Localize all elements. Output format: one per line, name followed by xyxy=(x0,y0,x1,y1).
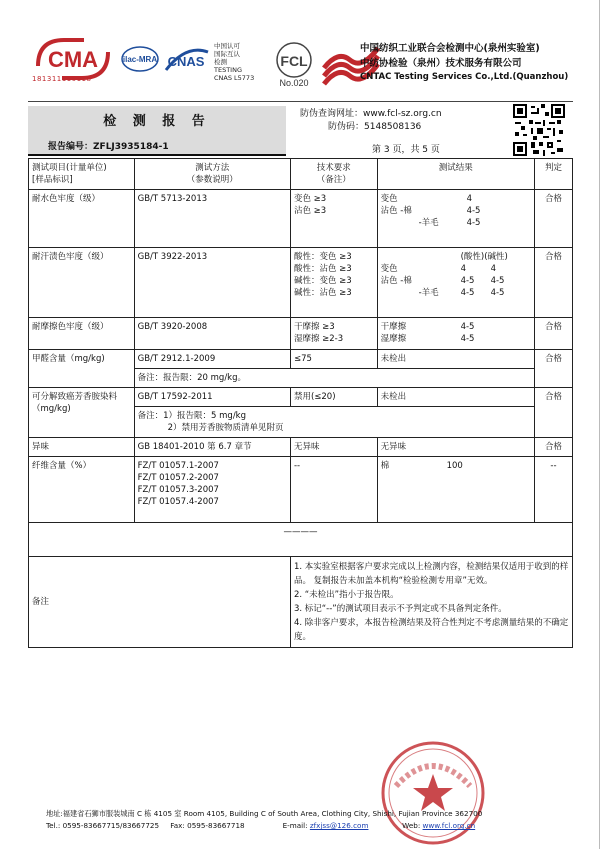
lab-name-cn-2: 中纺协检验（泉州）技术服务有限公司 xyxy=(360,58,522,69)
table-header-row xyxy=(29,159,573,190)
lab-name-en: CNTAC Testing Services Co.,Ltd.(Quanzhou) xyxy=(360,72,569,82)
report-title-box xyxy=(28,106,286,156)
table-row: 纤维含量（%） FZ/T 01057.1-2007 FZ/T 01057.2-2007 FZ/T 01057.3-2007 FZ/T 01057.4-2007 -- 棉 100 -- xyxy=(29,457,573,523)
header-result: 测试结果 xyxy=(377,159,534,190)
table-row-note: 备注：1）报告限：5 mg/kg 2）禁用芳香胺物质清单见附页 xyxy=(29,407,573,438)
header-verdict: 判定 xyxy=(534,159,572,190)
letterhead xyxy=(28,30,573,98)
anti-fake-info: 防伪查询网址：www.fcl-sz.org.cn 防伪码：5148508136 xyxy=(300,109,442,132)
table-row: 耐水色牢度（级） GB/T 5713-2013 变色 ≥3 沾色 ≥3 变色 4 沾色 -棉 4-5 -羊毛 4-5 合格 xyxy=(29,190,573,248)
footer: 地址:福建省石狮市服装城南 C 栋 4105 室 Room 4105, Building C of South Area, Clothing City, Shishi, Fujian Province 362700 Tel.: 0595-83667715/83667725 Fax: 0595-83667718 E-mail: zfxjss@126.com Web: www.fcl.org.cn xyxy=(46,809,483,830)
fcl-logo xyxy=(273,40,315,88)
svg-text:FCL: FCL xyxy=(280,53,308,69)
table-row: 耐摩擦色牢度（级） GB/T 3920-2008 干摩擦 ≥3 湿摩擦 ≥2-3 干摩擦 4-5 湿摩擦 4-5 合格 xyxy=(29,318,573,350)
footer-web-link[interactable]: www.fcl.org.cn xyxy=(422,821,476,830)
ilac-mra-logo xyxy=(120,44,160,74)
table-end-row: ———— xyxy=(29,523,573,557)
anti-fake-site[interactable]: www.fcl-sz.org.cn xyxy=(363,109,442,119)
footer-fax: Fax: 0595-83667718 xyxy=(170,821,245,830)
svg-text:ilac-MRA: ilac-MRA xyxy=(122,55,158,64)
table-row: 可分解致癌芳香胺染料（mg/kg) GB/T 17592-2011 禁用(≤20) 未检出 合格 xyxy=(29,388,573,407)
svg-text:CMA: CMA xyxy=(47,47,99,72)
footer-email-link[interactable]: zfxjss@126.com xyxy=(309,821,369,830)
anti-fake-code: 5148508136 xyxy=(364,122,422,132)
report-number: 报告编号：ZFLJ3935184-1 xyxy=(48,142,169,152)
page-info: 第 3 页，共 5 页 xyxy=(372,145,440,155)
header-item: 测试项目(计量单位) [样品标识] xyxy=(29,159,135,190)
fcl-number: No.020 xyxy=(279,78,309,88)
table-row: 耐汗渍色牢度（级） GB/T 3922-2013 酸性：变色 ≥3 酸性：沾色 ≥3 碱性：变色 ≥3 碱性：沾色 ≥3 (酸性)(碱性) 变色 4 4 沾色 -棉 4-5 4-5 -羊毛 4-5 4-5 合格 xyxy=(29,248,573,318)
divider xyxy=(28,101,573,102)
lab-name-cn-1: 中国纺织工业联合会检测中心(泉州实验室) xyxy=(360,43,540,54)
footer-tel: Tel.: 0595-83667715/83667725 xyxy=(46,821,160,830)
cnas-logo xyxy=(160,42,212,78)
svg-text:CNAS: CNAS xyxy=(167,54,205,69)
remarks-row: 备注 1. 本实验室根据客户要求完成以上检测内容，检测结果仅适用于收到的样品。 复制报告未加盖本机构“检验检测专用章”无效。 2. “未检出”指小于报告限。 3. 标记“--”的测试项目表示不予判定或不具备判定条件。 4. 除非客户要求，本报告检测结果及符合性判定不考虑测量结果的不确定度。 xyxy=(29,557,573,648)
table-row-note: 备注：报告限：20 mg/kg。 xyxy=(29,369,573,388)
results-table xyxy=(28,158,573,648)
table-row: 甲醛含量（mg/kg) GB/T 2912.1-2009 ≤75 未检出 合格 xyxy=(29,350,573,369)
qr-code xyxy=(513,104,565,156)
header-requirement: 技术要求 （备注） xyxy=(290,159,377,190)
header-method: 测试方法 （参数说明） xyxy=(134,159,290,190)
cnas-text: 中国认可 国际互认 检测 TESTING CNAS L5773 xyxy=(214,42,255,82)
report-title: 检 测 报 告 xyxy=(103,114,211,129)
footer-address: 地址:福建省石狮市服装城南 C 栋 4105 室 Room 4105, Building C of South Area, Clothing City, Shishi, Fujian Province 362700 xyxy=(46,809,483,818)
table-row: 异味 GB 18401-2010 第 6.7 章节 无异味 无异味 合格 xyxy=(29,438,573,457)
cma-number: 181311110118 xyxy=(32,75,92,83)
